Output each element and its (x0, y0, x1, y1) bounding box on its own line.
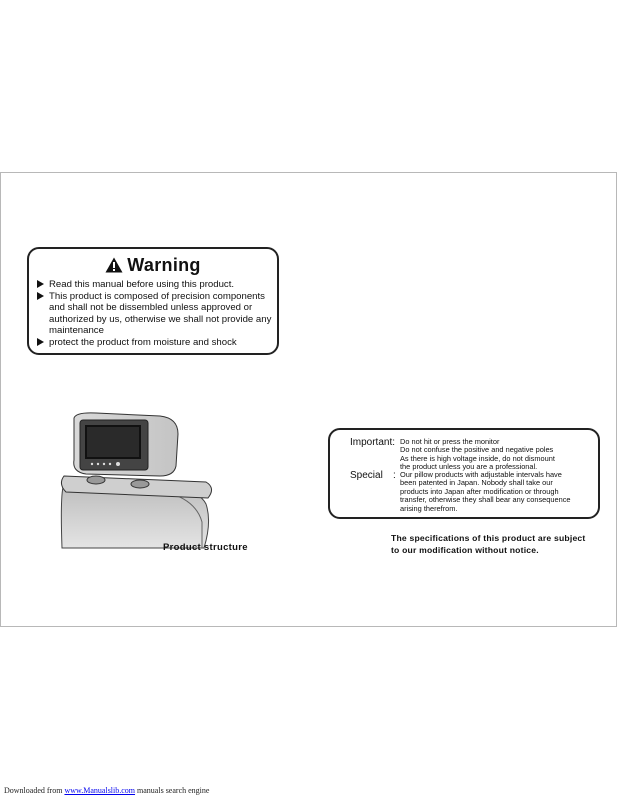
special-line: arising therefrom. (400, 503, 458, 513)
important-line: Do not hit or press the monitor (400, 437, 500, 446)
special-label: Special (350, 470, 383, 481)
warning-box (27, 247, 279, 355)
important-line: As there is high voltage inside, do not dismount (400, 453, 555, 463)
warning-item (37, 291, 277, 337)
arrow-bullet-icon (37, 280, 44, 288)
important-label: Important: (350, 437, 396, 448)
warning-triangle-icon (105, 257, 123, 278)
important-box (328, 428, 600, 519)
important-text (400, 438, 596, 472)
special-line: transfer, otherwise they shall bear any consequence (400, 495, 571, 505)
specifications-note (391, 533, 585, 556)
warning-item (37, 337, 277, 349)
arrow-bullet-icon (37, 292, 44, 300)
warning-item (37, 279, 277, 291)
warning-title-text: Warning (127, 255, 201, 275)
footer-suffix: manuals search engine (135, 786, 210, 795)
special-colon: : (393, 470, 396, 481)
important-line: the product unless you are a professional. (400, 462, 538, 472)
warning-line: and shall not be dissembled unless approved or (49, 302, 253, 314)
page-frame (0, 172, 617, 627)
product-structure-caption: Product structure (163, 542, 248, 553)
arrow-bullet-icon (37, 338, 44, 346)
warning-line: This product is composed of precision components (49, 290, 265, 302)
warning-line: authorized by us, otherwise we shall not provide any (49, 313, 272, 325)
special-text (400, 471, 596, 513)
manualslib-link[interactable]: www.Manualslib.com (64, 786, 136, 795)
warning-title (29, 255, 277, 278)
special-line: products into Japan after modification or through (400, 486, 559, 496)
warning-line: protect the product from moisture and shock (49, 336, 237, 348)
headrest-monitor-illustration (56, 412, 216, 552)
warning-list (37, 279, 277, 349)
spec-note-line: to our modification without notice. (391, 544, 539, 555)
spec-note-line: The specifications of this product are subject (391, 533, 586, 543)
warning-line: Read this manual before using this product. (49, 279, 235, 290)
download-footer (4, 786, 209, 795)
footer-prefix: Downloaded from (4, 786, 65, 795)
important-line: Do not confuse the positive and negative poles (400, 445, 554, 455)
warning-line: maintenance (49, 325, 104, 337)
special-line: been patented in Japan. Nobody shall take our (400, 478, 553, 488)
special-line: Our pillow products with adjustable intervals have (400, 470, 562, 479)
